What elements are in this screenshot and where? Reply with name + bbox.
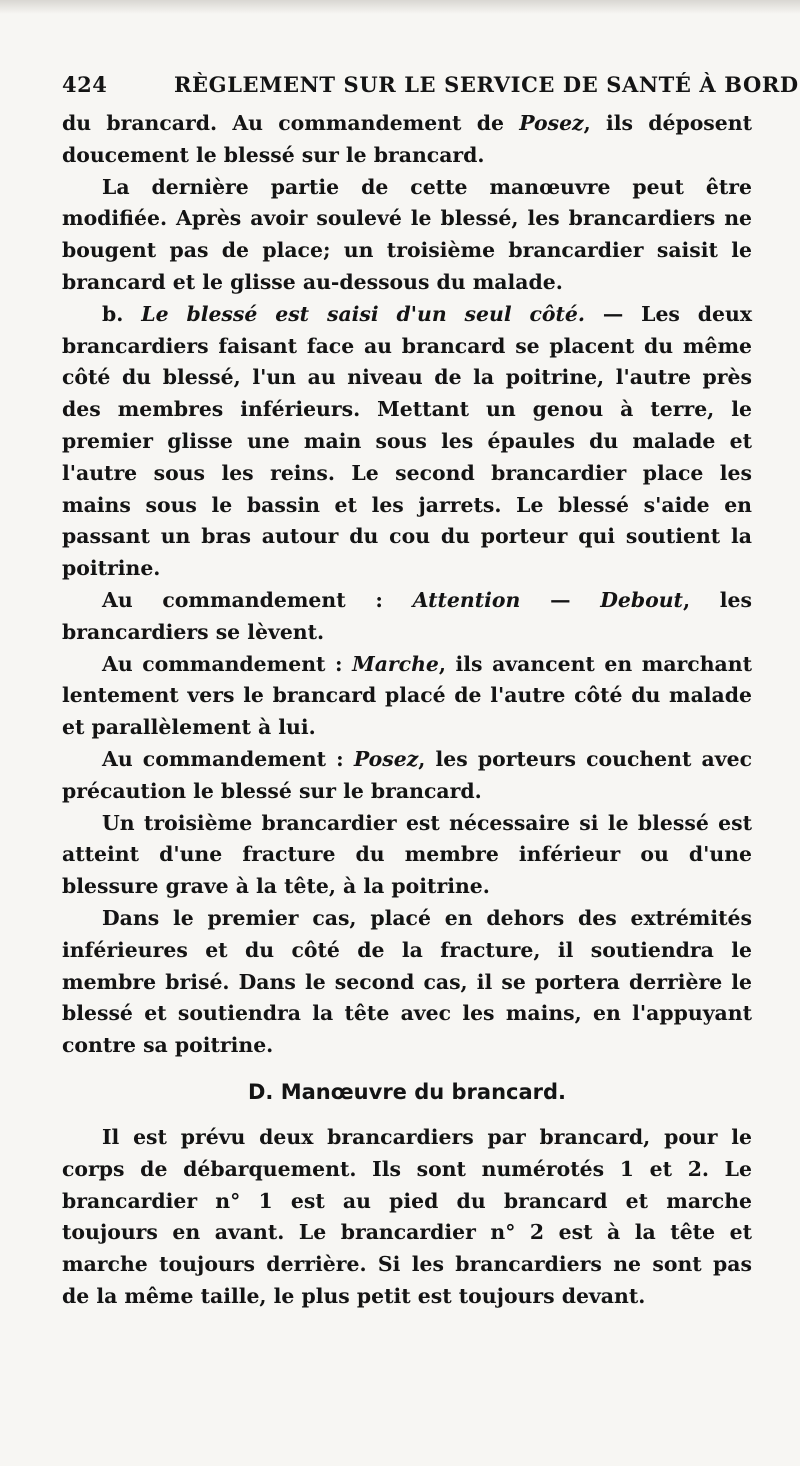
command-posez: Posez bbox=[519, 111, 584, 135]
paragraph-2: La dernière partie de cette manœuvre peut être modifiée. Après avoir soulevé le blessé, les brancardiers ne bougent pas de place; un troisième brancardier saisit le brancard et le glisse au-dessous du malade. bbox=[62, 174, 752, 294]
page-header bbox=[62, 72, 799, 104]
body-text bbox=[62, 108, 752, 1313]
section-title: D. Manœuvre du brancard. bbox=[247, 1079, 567, 1104]
paragraph-marche: Au commandement : Marche, ils avancent en marchant lentement vers le brancard placé de l'autre côté du malade et parallèlement à lui. bbox=[62, 651, 752, 740]
paragraph-stretcher-maneuver: Il est prévu deux brancardiers par brancard, pour le corps de débarquement. Ils sont numérotés 1 et 2. Le brancardier n° 1 est au pied du brancard et marche toujours en avant. Le brancardier n° 2 est à la tête et marche toujours derrière. Si les brancardiers ne sont pas de la même taille, le plus petit est toujours devant. bbox=[62, 1124, 752, 1308]
running-title: RÈGLEMENT SUR LE SERVICE DE SANTÉ À BORD bbox=[174, 72, 799, 97]
page-number: 424 bbox=[62, 72, 108, 97]
command-posez-2: Posez bbox=[353, 746, 419, 771]
paragraph-cases: Dans le premier cas, placé en dehors des extrémités inférieures et du côté de la fracture, il soutiendra le membre brisé. Dans le second cas, il se portera derrière le blessé et soutiendra la tête avec les mains, en l'appuyant contre sa poitrine. bbox=[62, 905, 752, 1058]
paragraph-b: b. Le blessé est saisi d'un seul côté. — Les deux brancardiers faisant face au brancard se placent du même côté du blessé, l'un au niveau de la poitrine, l'autre près des membres inférieurs. Mettant un genou à terre, le premier glisse une main sous les épaules du malade et l'autre sous les reins. Le second brancardier place les mains sous le bassin et les jarrets. Le blessé s'aide en passant un bras autour du cou du porteur qui soutient la poitrine. bbox=[62, 301, 752, 581]
page-top-edge bbox=[0, 0, 800, 14]
paragraph-1: du brancard. Au commandement de Posez, ils déposent doucement le blessé sur le brancard. bbox=[62, 111, 752, 167]
item-label-b: b. bbox=[102, 301, 124, 326]
paragraph-attention: Au commandement : Attention — Debout, les brancardiers se lèvent. bbox=[62, 587, 753, 644]
command-attention: Attention bbox=[412, 587, 521, 612]
item-heading-b: Le blessé est saisi d'un seul côté. bbox=[141, 301, 585, 326]
command-marche: Marche bbox=[352, 651, 439, 676]
command-debout: Debout bbox=[600, 587, 683, 612]
paragraph-posez: Au commandement : Posez, les porteurs couchent avec précaution le blessé sur le brancard. bbox=[62, 746, 753, 803]
paragraph-third-stretcher-bearer: Un troisième brancardier est nécessaire si le blessé est atteint d'une fracture du membre inférieur ou d'une blessure grave à la tête, à la poitrine. bbox=[62, 810, 752, 899]
